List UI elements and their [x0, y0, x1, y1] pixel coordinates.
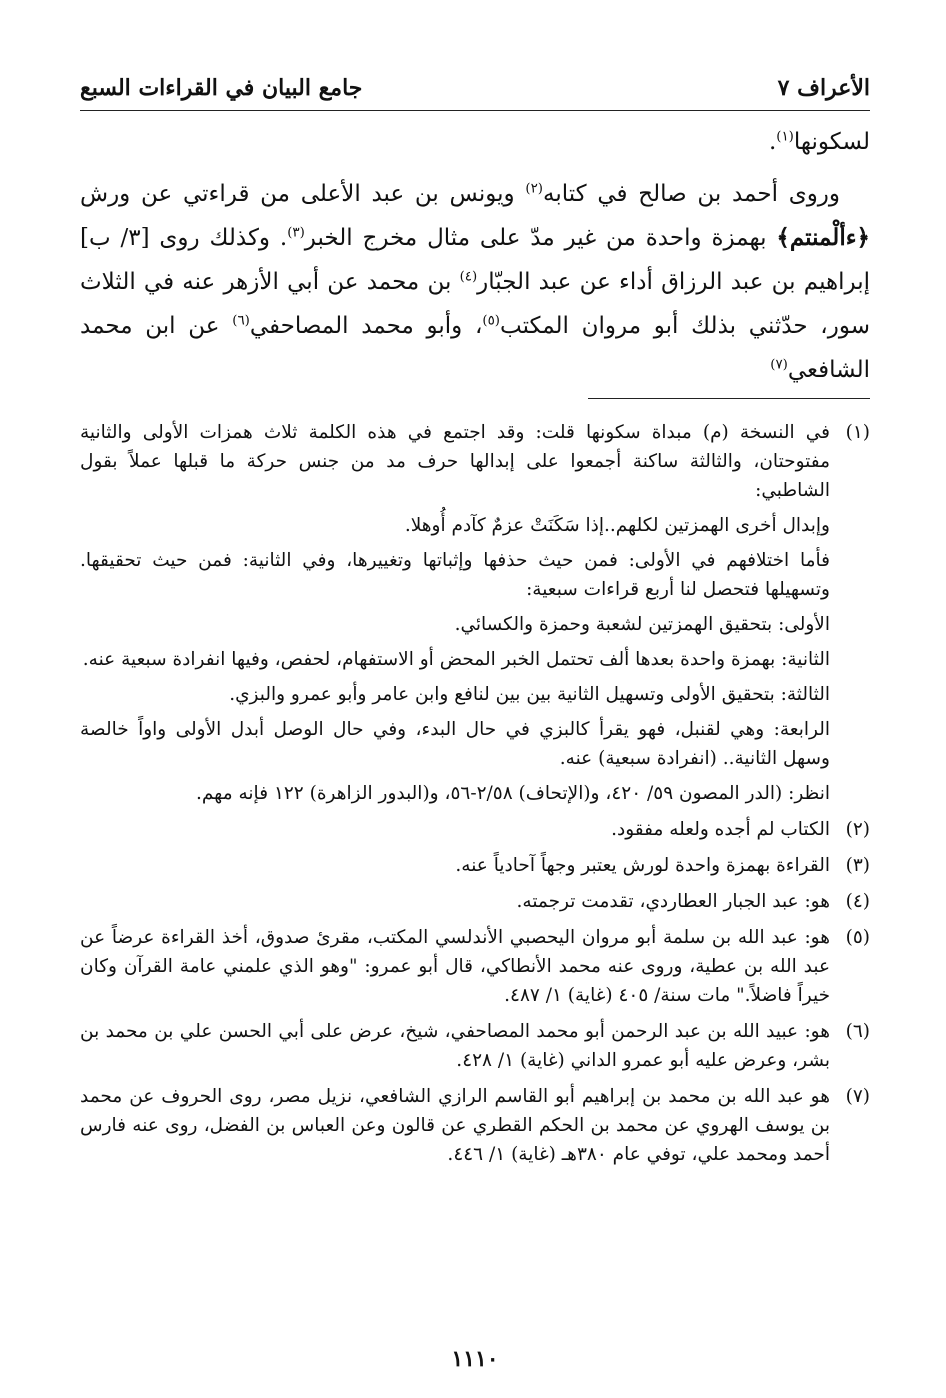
- running-header: [80, 68, 870, 108]
- header-rule: [80, 110, 870, 111]
- footnote-line: القراءة بهمزة واحدة لورش يعتبر وجهاً آحادياً عنه.: [455, 855, 830, 876]
- footnote-number: (١): [845, 422, 870, 443]
- footnote-body: [80, 1082, 830, 1169]
- footnote-2: [80, 815, 870, 844]
- footnote-line: الثانية: بهمزة واحدة بعدها ألف تحتمل الخبر المحض أو الاستفهام، لحفص، وفيها انفرادة سبعية عنه.: [82, 649, 830, 670]
- footnote-body: [80, 815, 830, 844]
- footnote-line: الأولى: بتحقيق الهمزتين لشعبة وحمزة والكسائي.: [454, 614, 830, 635]
- book-title: جامع البيان في القراءات السبع: [80, 75, 363, 101]
- book-page: [80, 0, 870, 1398]
- main-paragraph: [80, 172, 870, 392]
- footnote-number: (٤): [845, 891, 870, 912]
- footnote-line: هو: عبد الله بن سلمة أبو مروان اليحصبي الأندلسي المكتب، مقرئ صدوق، أخذ القراءة عرضاً عن عبد الله بن عطية، وروى عنه محمد الأنطاكي، قال أبو عمرو: "وهو الذي علمني عامة القرآن وكان خيراً فاضلاً." مات سنة/ ٤٠٥ (غاية) ١/ ٤٨٧.: [80, 927, 830, 1006]
- text-run: عن ابن محمد الشافعي: [80, 313, 870, 383]
- footnote-line: هو عبد الله بن محمد بن إبراهيم أبو القاسم الرازي الشافعي، نزيل مصر، روى الحروف عن محمد بن يوسف الهروي عن محمد بن الحكم القطري عن قالون وعن العباس بن الفضل، روى عنه فارس أحمد ومحمد علي، توفي عام ٣٨٠هـ (غاية) ١/ ٤٤٦.: [80, 1086, 830, 1165]
- continuation-text: لسكونها: [793, 129, 870, 155]
- footnote-1: [80, 418, 870, 808]
- footnote-3: [80, 851, 870, 880]
- footnote-ref-7: (٧): [770, 357, 788, 373]
- poem-verse: وإبدال أخرى الهمزتين لكلهم..إذا سَكَنَتْ عزمٌ كآدم أُوهلا.: [404, 515, 830, 536]
- footnote-number: (٥): [845, 927, 870, 948]
- footnote-7: [80, 1082, 870, 1169]
- footnote-line: فأما اختلافهم في الأولى: فمن حيث حذفها وإثباتها وتغييرها، وفي الثانية: فمن حيث تحقيقها. وتسهيلها فتحصل لنا أربع قراءات سبعية:: [80, 550, 830, 600]
- footnote-separator: [588, 398, 870, 399]
- footnote-body: [80, 1017, 830, 1075]
- footnote-body: [80, 887, 830, 916]
- footnote-ref-4: (٤): [459, 269, 478, 285]
- text-run: بهمزة واحدة من غير مدّ على مثال مخرج الخبر: [304, 225, 777, 251]
- footnote-line: الكتاب لم أجده ولعله مفقود.: [611, 819, 830, 840]
- footnote-line: هو: عبيد الله بن عبد الرحمن أبو محمد المصاحفي، شيخ، عرض على أبي الحسن علي بن محمد بن بشر، وعرض عليه أبو عمرو الداني (غاية) ١/ ٤٢٨.: [80, 1021, 830, 1071]
- footnote-4: [80, 887, 870, 916]
- footnote-line: انظر: (الدر المصون ٥٩/ ٤٢٠، و(الإتحاف) ٢/٥٨-٥٦، و(البدور الزاهرة) ١٢٢ فإنه مهم.: [195, 783, 830, 804]
- footnote-line: هو: عبد الجبار العطاردي، تقدمت ترجمته.: [516, 891, 830, 912]
- main-text: [80, 120, 870, 392]
- continuation-line: لسكونها$^{(١)}$.: [768, 129, 870, 155]
- text-run: وروى أحمد بن صالح في كتابه: [542, 181, 841, 207]
- footnote-ref-2: (٢): [525, 181, 543, 197]
- text-run: ، وأبو محمد المصاحفي: [249, 313, 483, 339]
- footnote-6: [80, 1017, 870, 1075]
- footnote-body: [80, 418, 830, 808]
- footnote-line: في النسخة (م) مبداة سكونها قلت: وقد اجتمع في هذه الكلمة ثلاث همزات الأولى والثانية مفتوحتان، والثالثة ساكنة أجمعوا على إبدالها حرف مد من جنس حركة ما قبلها عملاً بقول الشاطبي:: [80, 422, 830, 501]
- page-number: ١١١٠: [451, 1346, 499, 1372]
- quran-word: ﴿ءألْمنتم﴾: [776, 224, 870, 251]
- footnote-number: (٢): [845, 819, 870, 840]
- section-title: الأعراف ٧: [777, 75, 870, 101]
- footnote-ref-1: (١): [776, 129, 794, 145]
- footnote-number: (٦): [845, 1021, 870, 1042]
- footnote-ref-3: (٣): [287, 225, 305, 241]
- text-run: بن محمد عن أبي الأزهر عنه في الثلاث سور، حدّثني بذلك أبو مروان المكتب: [80, 269, 870, 339]
- text-run: . وكذلك روى [٣/ ب] إبراهيم بن عبد الرزاق أداء عن عبد الجبّار: [80, 225, 871, 295]
- footnote-number: (٣): [845, 855, 870, 876]
- footnote-line: الرابعة: وهي لقنبل، فهو يقرأ كالبزي في حال البدء، وفي حال الوصل أبدل الأولى واواً خالصة وسهل الثانية.. (انفرادة سبعية) عنه.: [80, 719, 830, 769]
- footnote-ref-5: (٥): [482, 313, 500, 329]
- footnote-ref-6: (٦): [232, 313, 250, 329]
- footnote-line: الثالثة: بتحقيق الأولى وتسهيل الثانية بين بين لنافع وابن عامر وأبو عمرو والبزي.: [229, 684, 830, 705]
- footnote-body: [80, 851, 830, 880]
- footnotes: [80, 418, 870, 1176]
- footnote-body: [80, 923, 830, 1010]
- footnote-5: [80, 923, 870, 1010]
- text-run: ويونس بن عبد الأعلى من قراءتي عن ورش: [80, 181, 526, 207]
- footnote-number: (٧): [845, 1086, 870, 1107]
